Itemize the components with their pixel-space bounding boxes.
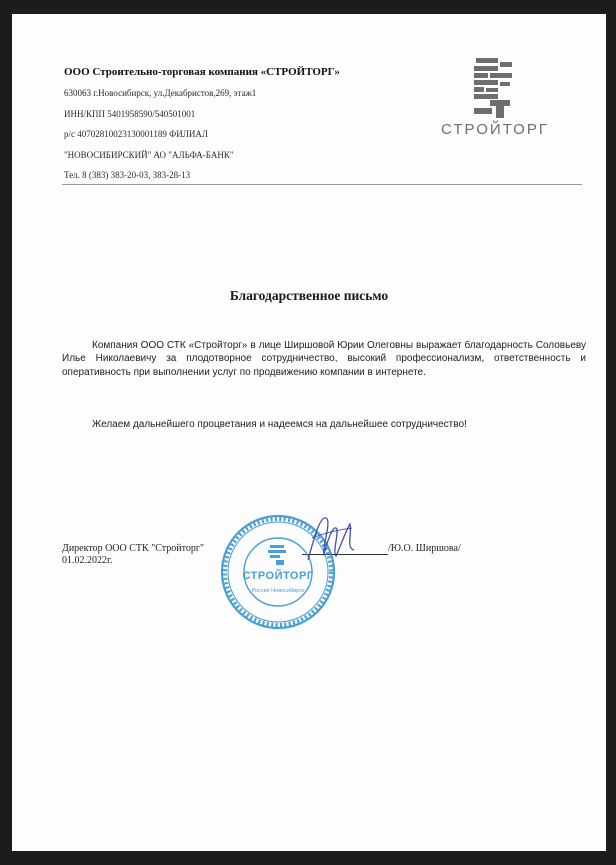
company-name: ООО Строительно-торговая компания «СТРОЙТОРГ» (64, 66, 340, 78)
letter-title: Благодарственное письмо (229, 288, 389, 303)
letter-paragraph-closing: Желаем дальнейшего процветания и надеемся на дальнейшее сотрудничество! (92, 419, 467, 430)
company-bank: "НОВОСИБИРСКИЙ" АО "АЛЬФА-БАНК" (64, 150, 234, 160)
building-logo-icon (430, 52, 560, 120)
logo-text: СТРОЙТОРГ (441, 121, 549, 138)
letter-date: 01.02.2022г. (62, 555, 113, 566)
signatory-block (62, 543, 204, 567)
stamp-center-text: СТРОЙТОРГ (242, 570, 314, 582)
company-inn-kpp: ИНН/КПП 5401958590/540501001 (64, 109, 196, 119)
header-divider (62, 184, 582, 185)
company-address: 630063 г.Новосибирск, ул.Декабристов,269, этаж1 (64, 88, 257, 98)
stamp-sub-text: Россия Новосибирск (251, 588, 305, 594)
letter-page (12, 14, 606, 851)
handwritten-signature (302, 508, 358, 568)
signatory-name: /Ю.О. Ширшова/ (388, 543, 461, 554)
company-logo (430, 52, 560, 147)
letter-paragraph: Компания ООО СТК «Стройторг» в лице Ширшовой Юрии Олеговны выражает благодарность Соловьеву Илье Николаевичу за плодотворное сотрудничество, высокий профессионализм, ответственность и оперативность при выполнении услуг по продвижению компании в интернете. (62, 340, 586, 378)
company-phone: Тел. 8 (383) 383-20-03, 383-28-13 (64, 170, 191, 180)
company-account: р/с 40702810023130001189 ФИЛИАЛ (64, 129, 208, 139)
signatory-position: Директор ООО СТК "Стройторг" (62, 543, 205, 554)
